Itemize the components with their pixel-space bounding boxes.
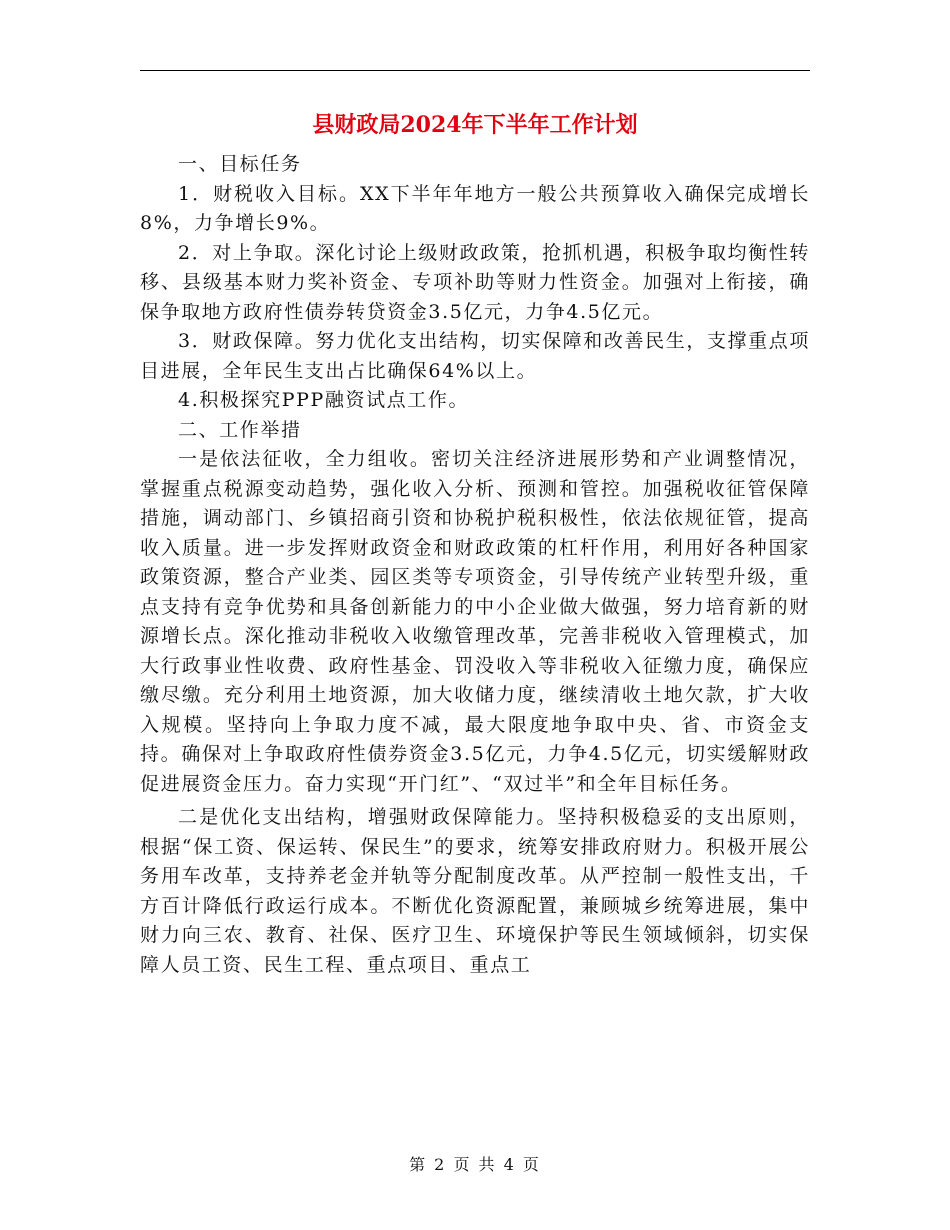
paragraph-fiscal-guarantee: 3．财政保障。努力优化支出结构，切实保障和改善民生，支撑重点项目进展，全年民生支出占比确保64%以上。: [140, 330, 810, 382]
paragraph-ppp: 4.积极探究PPP融资试点工作。: [178, 389, 470, 411]
header-rule: [140, 70, 810, 71]
paragraph-upward-funding: 2．对上争取。深化讨论上级财政政策，抢抓机遇，积极争取均衡性转移、县级基本财力奖补资金、专项补助等财力性资金。加强对上衔接，确保争取地方政府性债券转贷资金3.5亿元，力争4.5亿元。: [140, 241, 810, 323]
document-body: [140, 150, 810, 980]
page-number: 第 2 页 共 4 页: [409, 1155, 541, 1174]
paragraph-collection: 一是依法征收，全力组收。密切关注经济进展形势和产业调整情况，掌握重点税源变动趋势，强化收入分析、预测和管控。加强税收征管保障措施，调动部门、乡镇招商引资和协税护税积极性，依法依规征管，提高收入质量。进一步发挥财政资金和财政政策的杠杆作用，利用好各种国家政策资源，整合产业类、园区类等专项资金，引导传统产业转型升级，重点支持有竞争优势和具备创新能力的中小企业做大做强，努力培育新的财源增长点。深化推动非税收入收缴管理改革，完善非税收入管理模式，加大行政事业性收费、政府性基金、罚没收入等非税收入征缴力度，确保应缴尽缴。充分利用土地资源，加大收储力度，继续清收土地欠款，扩大收入规模。坚持向上争取力度不减，最大限度地争取中央、省、市资金支持。确保对上争取政府性债券资金3.5亿元，力争4.5亿元，切实缓解财政促进展资金压力。奋力实现“开门红”、“双过半”和全年目标任务。: [140, 448, 810, 795]
section-heading-goals: 一、目标任务: [178, 153, 302, 175]
paragraph-revenue-target: 1．财税收入目标。XX下半年年地方一般公共预算收入确保完成增长8%，力争增长9%。: [140, 182, 810, 234]
paragraph-expenditure: 二是优化支出结构，增强财政保障能力。坚持积极稳妥的支出原则，根据“保工资、保运转、保民生”的要求，统筹安排政府财力。积极开展公务用车改革，支持养老金并轨等分配制度改革。从严控制一般性支出，千方百计降低行政运行成本。不断优化资源配置，兼顾城乡统筹进展，集中财力向三农、教育、社保、医疗卫生、环境保护等民生领域倾斜，切实保障人员工资、民生工程、重点项目、重点工: [140, 806, 810, 976]
document-title: 县财政局2024年下半年工作计划: [312, 112, 638, 138]
section-heading-measures: 二、工作举措: [178, 418, 302, 441]
